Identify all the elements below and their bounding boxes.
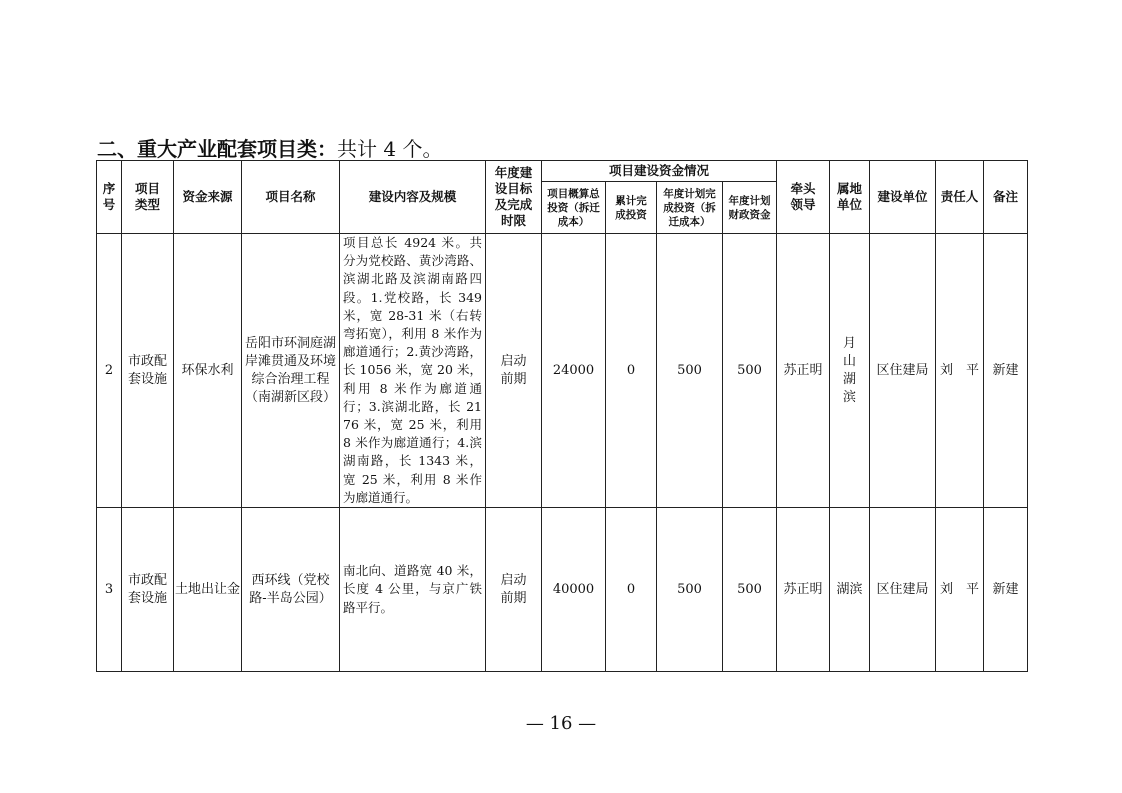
cell-leader: 苏正明: [777, 234, 830, 508]
header-name: 项目名称: [242, 161, 340, 234]
cell-annual-fiscal: 500: [723, 234, 777, 508]
cell-responsible: 刘 平: [936, 508, 984, 672]
header-annual-goal: 年度建设目标及完成时限: [486, 161, 542, 234]
cell-content: [340, 508, 486, 672]
header-content: 建设内容及规模: [340, 161, 486, 234]
cell-builder: 区住建局: [870, 508, 936, 672]
cell-type: 市政配套设施: [122, 508, 174, 672]
header-cumulative: 累计完成投资: [606, 182, 657, 234]
project-table: [96, 160, 1028, 672]
cell-responsible: 刘 平: [936, 234, 984, 508]
header-builder: 建设单位: [870, 161, 936, 234]
header-funding-group: 项目建设资金情况: [542, 161, 777, 182]
table-row: [97, 508, 1028, 672]
cell-annual-goal: 启动前期: [486, 508, 542, 672]
cell-location: 月山湖滨: [830, 234, 870, 508]
header-location: 属地单位: [830, 161, 870, 234]
section-heading: [97, 133, 442, 162]
cell-content: [340, 234, 486, 508]
header-fund-source: 资金来源: [174, 161, 242, 234]
header-estimated-total: 项目概算总投资（拆迁成本）: [542, 182, 606, 234]
cell-fund-source: 土地出让金: [174, 508, 242, 672]
cell-estimated-total: 24000: [542, 234, 606, 508]
cell-annual-plan: 500: [657, 234, 723, 508]
cell-builder: 区住建局: [870, 234, 936, 508]
header-seq: 序号: [97, 161, 122, 234]
header-annual-plan: 年度计划完成投资（拆迁成本）: [657, 182, 723, 234]
cell-name: 岳阳市环洞庭湖岸滩贯通及环境综合治理工程（南湖新区段）: [242, 234, 340, 508]
section-title: 二、重大产业配套项目类：: [97, 137, 337, 161]
cell-name: 西环线（党校路-半岛公园）: [242, 508, 340, 672]
cell-cumulative: 0: [606, 234, 657, 508]
cell-annual-plan: 500: [657, 508, 723, 672]
header-remark: 备注: [984, 161, 1028, 234]
content-text: 南北向、道路宽 40 米，长度 4 公里，与京广铁路平行。: [343, 563, 482, 615]
cell-fund-source: 环保水利: [174, 234, 242, 508]
cell-cumulative: 0: [606, 508, 657, 672]
cell-location: 湖滨: [830, 508, 870, 672]
page-number: — 16 —: [525, 713, 597, 734]
cell-leader: 苏正明: [777, 508, 830, 672]
cell-type: 市政配套设施: [122, 234, 174, 508]
cell-estimated-total: 40000: [542, 508, 606, 672]
cell-remark: 新建: [984, 234, 1028, 508]
header-row-top: [97, 161, 1028, 182]
cell-seq: 2: [97, 234, 122, 508]
cell-annual-fiscal: 500: [723, 508, 777, 672]
cell-remark: 新建: [984, 508, 1028, 672]
header-leader: 牵头领导: [777, 161, 830, 234]
header-annual-fiscal: 年度计划财政资金: [723, 182, 777, 234]
cell-seq: 3: [97, 508, 122, 672]
header-type: 项目类型: [122, 161, 174, 234]
cell-annual-goal: 启动前期: [486, 234, 542, 508]
content-text: 项目总长 4924 米。共分为党校路、黄沙湾路、滨湖北路及滨湖南路四段。1.党校路，长 349 米，宽 28-31 米（右转弯拓宽），利用 8 米作为廊道通行；2.黄沙湾路，长 1056 米，宽 20 米，利用 8 米作为廊道通行；3.滨湖北路，长 2176 米，宽 25 米，利用 8 米作为廊道通行；4.滨湖南路，长 1343 米，宽 25 米，利用 8 米作为廊道通行。: [343, 235, 482, 505]
table-row: [97, 234, 1028, 508]
header-responsible: 责任人: [936, 161, 984, 234]
project-count: 共计 4 个。: [337, 137, 443, 161]
